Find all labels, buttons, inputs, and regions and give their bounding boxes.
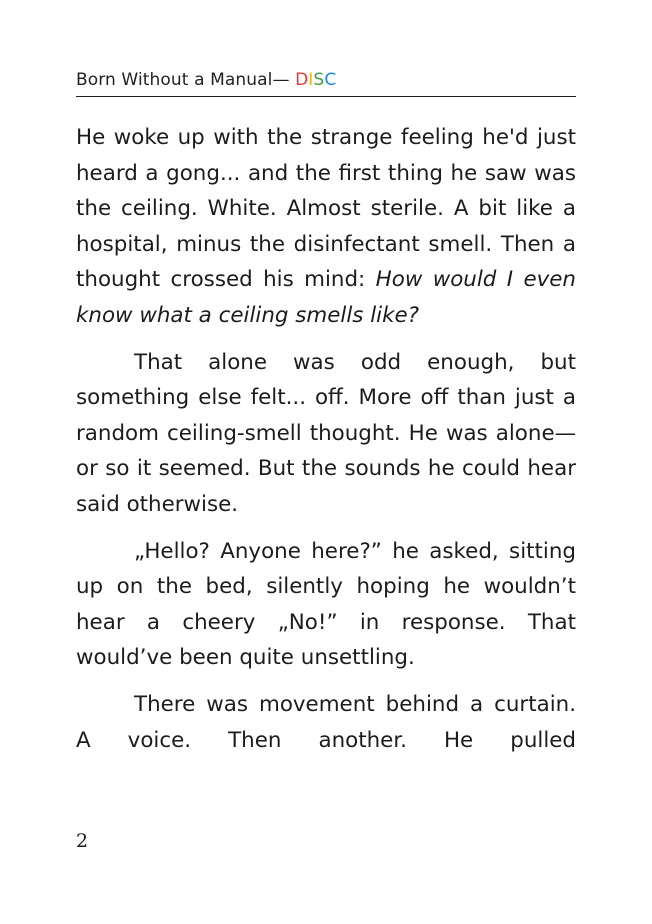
page-number: 2 — [76, 830, 89, 852]
disc-brand — [295, 70, 336, 90]
paragraph-3: „Hello? Anyone here?” he asked, sitting up on the bed, silently hoping he wouldn’t hear a cheery „No!” in response. That would’ve been quite unsettling. — [76, 538, 576, 671]
book-title: Born Without a Manual— — [76, 70, 296, 90]
paragraph-1 — [76, 120, 576, 334]
paragraph-1-text: He woke up with the strange feeling he'd just heard a gong... and the first thing he saw was the ceiling. White. Almost sterile. A bit like a hospital, minus the disinfectant smell. Then a thought crossed his mind: — [76, 125, 576, 293]
paragraph-4: There was movement behind a curtain. A voice. Then another. He pulled — [76, 691, 576, 753]
paragraph-1-italic: How would I even know what a ceiling smells like? — [76, 267, 576, 328]
disc-letter-s: S — [313, 70, 325, 90]
body-text — [76, 120, 576, 758]
running-header — [76, 70, 576, 90]
header-rule — [76, 96, 576, 97]
disc-letter-c: C — [324, 70, 337, 90]
disc-letter-d: D — [295, 70, 309, 90]
disc-letter-i: I — [308, 70, 314, 90]
paragraph-2: That alone was odd enough, but something else felt... off. More off than just a random ceiling-smell thought. He was alone—or so it seemed. But the sounds he could hear said otherwise. — [76, 349, 576, 517]
